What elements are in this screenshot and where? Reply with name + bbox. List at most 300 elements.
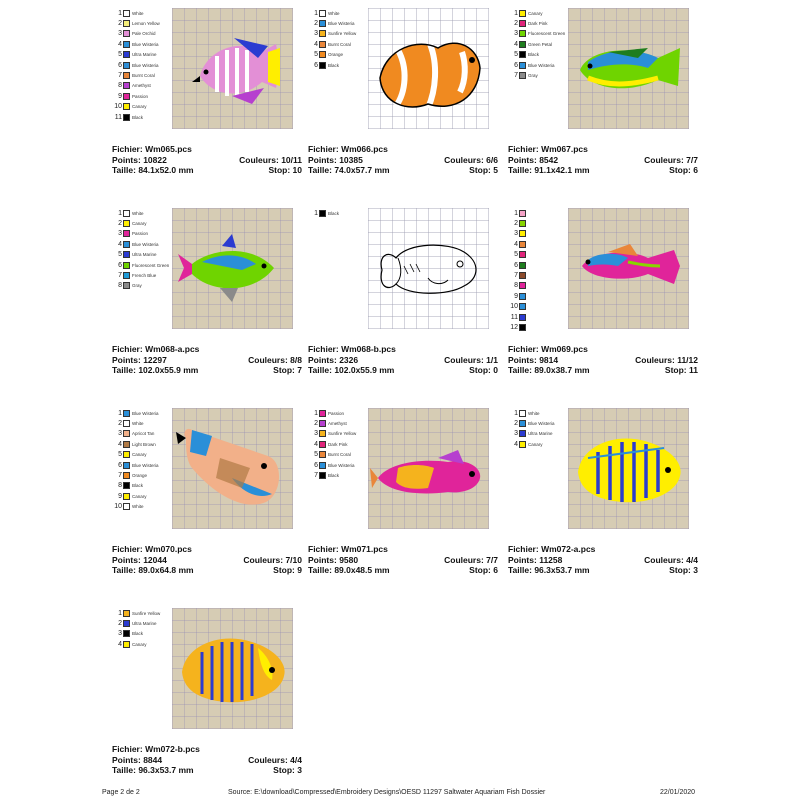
- thread-swatch: [519, 220, 526, 227]
- thread-name: Blue Wisteria: [132, 462, 159, 468]
- colors-label: Couleurs:: [444, 554, 484, 565]
- thread-name: Fluorescent Green: [528, 31, 566, 37]
- thread-number: 6: [118, 261, 122, 269]
- stop-label: Stop:: [273, 365, 295, 375]
- thread-swatch: [123, 230, 130, 237]
- thread-number: 4: [514, 40, 518, 48]
- thread-name: Sunfire Yellow: [132, 610, 161, 616]
- design-info: [308, 344, 498, 376]
- thread-swatch: [519, 30, 526, 37]
- thread-swatch: [319, 420, 326, 427]
- thread-row: [112, 81, 172, 91]
- stop-label: Stop:: [469, 565, 491, 575]
- thread-name: Light Brown: [132, 441, 156, 447]
- thread-row: [508, 29, 568, 39]
- thread-swatch: [123, 41, 130, 48]
- thread-swatch: [519, 410, 526, 417]
- thread-number: 3: [118, 30, 122, 38]
- thread-row: [308, 18, 368, 28]
- thread-number: 5: [118, 451, 122, 459]
- stop-value: 5: [493, 165, 498, 175]
- thread-number: 4: [314, 40, 318, 48]
- size-value: 89.0x48.5 mm: [334, 565, 390, 575]
- stop-value: 6: [493, 565, 498, 575]
- thread-name: Pale Orchid: [132, 31, 156, 37]
- size-value: 89.0x38.7 mm: [534, 365, 590, 375]
- colors-value: 7/10: [285, 554, 302, 565]
- thread-name: Gray: [132, 283, 142, 289]
- thread-number: 9: [118, 492, 122, 500]
- fish-embroidery: [368, 8, 489, 129]
- thread-row: [112, 491, 172, 501]
- thread-name: Dark Pink: [528, 21, 548, 27]
- thread-number: 10: [114, 103, 122, 111]
- thread-number: 1: [514, 209, 518, 217]
- thread-row: [508, 60, 568, 70]
- thread-number: 3: [314, 430, 318, 438]
- thread-name: Black: [132, 483, 144, 489]
- size-label: Taille:: [508, 365, 532, 375]
- thread-name: Ultra Marine: [132, 252, 157, 258]
- fish-embroidery: [172, 608, 293, 729]
- points-label: Points:: [112, 354, 141, 365]
- stop-value: 0: [493, 365, 498, 375]
- thread-name: Amethyst: [328, 421, 347, 427]
- thread-swatch: [123, 20, 130, 27]
- thread-row: [308, 50, 368, 60]
- thread-name: Canary: [132, 104, 147, 110]
- points-value: 9814: [539, 354, 559, 365]
- thread-number: 4: [314, 440, 318, 448]
- thread-row: [112, 39, 172, 49]
- thread-swatch: [123, 630, 130, 637]
- thread-swatch: [319, 462, 326, 469]
- file-label: Fichier:: [112, 344, 143, 354]
- thread-row: [112, 450, 172, 460]
- thread-number: 2: [118, 420, 122, 428]
- thread-swatch: [123, 610, 130, 617]
- points-label: Points:: [508, 354, 537, 365]
- thread-name: Ultra Marine: [132, 52, 157, 58]
- thread-number: 2: [514, 420, 518, 428]
- points-value: 2326: [339, 354, 359, 365]
- thread-number: 2: [118, 220, 122, 228]
- size-value: 74.0x57.7 mm: [334, 165, 390, 175]
- thread-number: 7: [118, 472, 122, 480]
- thread-row: [308, 429, 368, 439]
- size-label: Taille:: [508, 565, 532, 575]
- thread-number: 3: [314, 30, 318, 38]
- thread-number: 1: [314, 9, 318, 17]
- thread-number: 9: [118, 92, 122, 100]
- thread-palette: [308, 408, 368, 481]
- stop-value: 9: [297, 565, 302, 575]
- thread-name: Black: [328, 210, 340, 216]
- thread-number: 6: [514, 261, 518, 269]
- thread-swatch: [519, 210, 526, 217]
- thread-number: 1: [514, 409, 518, 417]
- thread-row: [112, 208, 172, 218]
- points-label: Points:: [112, 554, 141, 565]
- thread-name: Sunfire Yellow: [328, 31, 357, 37]
- thread-name: Blue Wisteria: [132, 62, 159, 68]
- thread-name: Blue Wisteria: [528, 62, 555, 68]
- thread-number: 4: [118, 40, 122, 48]
- design-info: [508, 544, 698, 576]
- thread-name: Amethyst: [132, 83, 151, 89]
- colors-label: Couleurs:: [243, 554, 284, 565]
- thread-number: 7: [314, 472, 318, 480]
- thread-name: Fluorescent Green: [132, 262, 170, 268]
- thread-row: [112, 60, 172, 70]
- colors-label: Couleurs:: [239, 154, 279, 165]
- thread-number: 8: [514, 282, 518, 290]
- thread-swatch: [123, 451, 130, 458]
- thread-row: [508, 8, 568, 18]
- thread-row: [308, 29, 368, 39]
- stop-label: Stop:: [669, 165, 691, 175]
- thread-row: [112, 608, 172, 618]
- thread-name: Gray: [528, 73, 538, 79]
- thread-number: 9: [514, 292, 518, 300]
- size-value: 102.0x55.9 mm: [334, 365, 395, 375]
- thread-row: [508, 418, 568, 428]
- page-number: Page 2 de 2: [102, 789, 140, 796]
- thread-row: [308, 408, 368, 418]
- thread-swatch: [519, 251, 526, 258]
- thread-swatch: [519, 314, 526, 321]
- thread-number: 5: [118, 251, 122, 259]
- file-label: Fichier:: [112, 144, 143, 154]
- thread-swatch: [123, 103, 130, 110]
- thread-row: [508, 218, 568, 228]
- thread-row: [112, 239, 172, 249]
- thread-row: [308, 60, 368, 70]
- file-name: Wm071.pcs: [341, 544, 388, 554]
- colors-label: Couleurs:: [248, 754, 288, 765]
- thread-number: 5: [314, 51, 318, 59]
- points-label: Points:: [112, 754, 141, 765]
- thread-name: Black: [132, 631, 144, 637]
- colors-label: Couleurs:: [635, 354, 675, 365]
- thread-swatch: [519, 62, 526, 69]
- thread-number: 8: [118, 82, 122, 90]
- design-info: [112, 544, 302, 576]
- design-preview: [172, 8, 293, 129]
- thread-name: Blue Wisteria: [132, 41, 159, 47]
- thread-palette: [112, 208, 172, 291]
- thread-name: Passion: [132, 231, 149, 237]
- design-info: [308, 144, 498, 176]
- file-label: Fichier:: [308, 144, 339, 154]
- stop-label: Stop:: [469, 365, 491, 375]
- design-info: [112, 744, 302, 776]
- thread-name: White: [132, 210, 144, 216]
- thread-name: Black: [528, 52, 540, 58]
- size-label: Taille:: [112, 165, 136, 175]
- points-value: 12297: [143, 354, 167, 365]
- fish-embroidery: [368, 208, 489, 329]
- thread-row: [112, 112, 172, 122]
- thread-row: [508, 281, 568, 291]
- thread-number: 4: [514, 440, 518, 448]
- thread-name: Orange: [328, 52, 344, 58]
- thread-number: 7: [514, 272, 518, 280]
- file-name: Wm070.pcs: [145, 544, 192, 554]
- thread-number: 2: [118, 20, 122, 28]
- thread-row: [112, 481, 172, 491]
- size-label: Taille:: [112, 765, 136, 775]
- thread-swatch: [519, 282, 526, 289]
- thread-swatch: [123, 472, 130, 479]
- thread-number: 7: [118, 72, 122, 80]
- thread-name: Ultra Marine: [528, 431, 553, 437]
- thread-name: Canary: [132, 452, 147, 458]
- thread-row: [112, 260, 172, 270]
- thread-row: [112, 50, 172, 60]
- file-label: Fichier:: [308, 344, 339, 354]
- stop-label: Stop:: [268, 165, 291, 175]
- thread-swatch: [123, 482, 130, 489]
- file-name: Wm065.pcs: [145, 144, 192, 154]
- stop-label: Stop:: [669, 565, 691, 575]
- thread-swatch: [319, 20, 326, 27]
- thread-swatch: [519, 430, 526, 437]
- thread-swatch: [319, 41, 326, 48]
- thread-number: 5: [514, 251, 518, 259]
- thread-swatch: [123, 93, 130, 100]
- file-name: Wm069.pcs: [541, 344, 588, 354]
- points-label: Points:: [112, 154, 141, 165]
- thread-swatch: [319, 472, 326, 479]
- thread-number: 4: [118, 240, 122, 248]
- thread-number: 3: [514, 30, 518, 38]
- thread-row: [508, 312, 568, 322]
- design-preview: [368, 8, 489, 129]
- thread-name: Black: [328, 473, 340, 479]
- thread-swatch: [123, 420, 130, 427]
- file-name: Wm068-a.pcs: [145, 344, 200, 354]
- thread-row: [508, 322, 568, 332]
- fish-embroidery: [172, 8, 293, 129]
- thread-swatch: [123, 220, 130, 227]
- thread-number: 3: [118, 630, 122, 638]
- colors-label: Couleurs:: [444, 354, 484, 365]
- thread-palette: [308, 8, 368, 70]
- colors-value: 11/12: [677, 354, 698, 365]
- thread-swatch: [519, 420, 526, 427]
- thread-swatch: [519, 72, 526, 79]
- thread-name: Black: [132, 114, 144, 120]
- thread-row: [112, 229, 172, 239]
- thread-name: Dark Pink: [328, 441, 348, 447]
- design-preview: [172, 608, 293, 729]
- thread-name: Blue Wisteria: [328, 21, 355, 27]
- thread-number: 3: [514, 230, 518, 238]
- design-info: [508, 144, 698, 176]
- thread-name: Lemon Yellow: [132, 21, 160, 27]
- colors-value: 7/7: [486, 554, 498, 565]
- source-path: Source: E:\download\Compressed\Embroidery Designs\OESD 11297 Saltwater Aquariam Fish Dossier: [228, 789, 546, 796]
- size-label: Taille:: [308, 565, 332, 575]
- thread-row: [112, 418, 172, 428]
- thread-number: 2: [514, 220, 518, 228]
- thread-number: 8: [118, 482, 122, 490]
- thread-swatch: [319, 451, 326, 458]
- thread-name: Blue Wisteria: [328, 462, 355, 468]
- file-label: Fichier:: [308, 544, 339, 554]
- thread-row: [508, 270, 568, 280]
- thread-swatch: [519, 10, 526, 17]
- thread-row: [308, 418, 368, 428]
- thread-name: Ultra Marine: [132, 621, 157, 627]
- thread-row: [308, 208, 368, 218]
- colors-label: Couleurs:: [644, 554, 684, 565]
- thread-palette: [112, 608, 172, 650]
- design-info: [112, 344, 302, 376]
- design-preview: [568, 208, 689, 329]
- thread-name: Canary: [132, 493, 147, 499]
- points-value: 8542: [539, 154, 559, 165]
- thread-row: [308, 470, 368, 480]
- stop-value: 11: [689, 365, 698, 375]
- points-value: 8844: [143, 754, 163, 765]
- thread-row: [112, 91, 172, 101]
- points-label: Points:: [308, 354, 337, 365]
- thread-palette: [508, 208, 568, 333]
- thread-swatch: [123, 241, 130, 248]
- thread-number: 2: [118, 620, 122, 628]
- size-value: 89.0x64.8 mm: [138, 565, 194, 575]
- thread-row: [508, 291, 568, 301]
- thread-number: 2: [514, 20, 518, 28]
- thread-number: 2: [314, 20, 318, 28]
- thread-swatch: [123, 51, 130, 58]
- thread-number: 1: [118, 609, 122, 617]
- size-label: Taille:: [112, 365, 136, 375]
- colors-value: 1/1: [486, 354, 498, 365]
- thread-palette: [508, 408, 568, 450]
- colors-value: 4/4: [290, 754, 302, 765]
- thread-number: 12: [510, 323, 518, 331]
- thread-number: 10: [510, 303, 518, 311]
- fish-embroidery: [568, 8, 689, 129]
- thread-row: [112, 8, 172, 18]
- thread-name: Blue Wisteria: [132, 410, 159, 416]
- size-value: 102.0x55.9 mm: [138, 365, 199, 375]
- design-preview: [172, 408, 293, 529]
- thread-row: [112, 629, 172, 639]
- thread-number: 5: [514, 51, 518, 59]
- file-name: Wm068-b.pcs: [341, 344, 396, 354]
- thread-swatch: [123, 210, 130, 217]
- thread-number: 1: [314, 209, 318, 217]
- stop-value: 7: [297, 365, 302, 375]
- thread-name: Canary: [132, 641, 147, 647]
- thread-number: 11: [114, 113, 122, 121]
- thread-row: [112, 408, 172, 418]
- thread-row: [508, 70, 568, 80]
- file-label: Fichier:: [508, 344, 539, 354]
- size-value: 84.1x52.0 mm: [138, 165, 194, 175]
- points-label: Points:: [308, 554, 337, 565]
- thread-name: Canary: [132, 221, 147, 227]
- thread-swatch: [123, 82, 130, 89]
- design-info: [508, 344, 698, 376]
- thread-number: 7: [118, 272, 122, 280]
- thread-number: 6: [118, 461, 122, 469]
- thread-row: [112, 439, 172, 449]
- thread-swatch: [123, 410, 130, 417]
- size-label: Taille:: [112, 565, 136, 575]
- thread-palette: [112, 408, 172, 512]
- design-preview: [568, 408, 689, 529]
- size-value: 91.1x42.1 mm: [534, 165, 590, 175]
- file-label: Fichier:: [112, 744, 143, 754]
- thread-swatch: [319, 430, 326, 437]
- thread-number: 4: [118, 440, 122, 448]
- points-label: Points:: [508, 154, 537, 165]
- thread-row: [112, 502, 172, 512]
- thread-number: 5: [314, 451, 318, 459]
- thread-row: [508, 429, 568, 439]
- size-value: 96.3x53.7 mm: [138, 765, 194, 775]
- thread-number: 11: [510, 313, 518, 321]
- fish-embroidery: [172, 208, 293, 329]
- thread-swatch: [123, 30, 130, 37]
- thread-swatch: [123, 462, 130, 469]
- thread-number: 3: [118, 230, 122, 238]
- thread-swatch: [123, 262, 130, 269]
- fish-embroidery: [172, 408, 293, 529]
- thread-swatch: [319, 30, 326, 37]
- thread-swatch: [519, 230, 526, 237]
- thread-name: Passion: [328, 410, 345, 416]
- thread-swatch: [319, 210, 326, 217]
- thread-swatch: [519, 293, 526, 300]
- points-value: 10822: [143, 154, 167, 165]
- thread-name: Sunfire Yellow: [328, 431, 357, 437]
- thread-row: [112, 270, 172, 280]
- thread-swatch: [123, 441, 130, 448]
- file-label: Fichier:: [112, 544, 143, 554]
- thread-name: Canary: [528, 10, 543, 16]
- file-name: Wm072-b.pcs: [145, 744, 200, 754]
- thread-number: 2: [314, 420, 318, 428]
- thread-number: 3: [118, 430, 122, 438]
- fish-embroidery: [368, 408, 489, 529]
- file-name: Wm066.pcs: [341, 144, 388, 154]
- thread-swatch: [123, 430, 130, 437]
- thread-swatch: [319, 10, 326, 17]
- thread-name: Blue Wisteria: [132, 241, 159, 247]
- thread-swatch: [123, 282, 130, 289]
- thread-number: 1: [118, 409, 122, 417]
- thread-name: White: [328, 10, 340, 16]
- thread-row: [508, 439, 568, 449]
- thread-row: [112, 102, 172, 112]
- file-label: Fichier:: [508, 144, 539, 154]
- print-date: 22/01/2020: [660, 789, 696, 796]
- thread-name: White: [132, 421, 144, 427]
- thread-number: 4: [514, 240, 518, 248]
- thread-name: Burnt Coral: [132, 73, 155, 79]
- points-label: Points:: [508, 554, 537, 565]
- thread-swatch: [319, 441, 326, 448]
- thread-swatch: [519, 241, 526, 248]
- thread-row: [508, 260, 568, 270]
- thread-row: [112, 18, 172, 28]
